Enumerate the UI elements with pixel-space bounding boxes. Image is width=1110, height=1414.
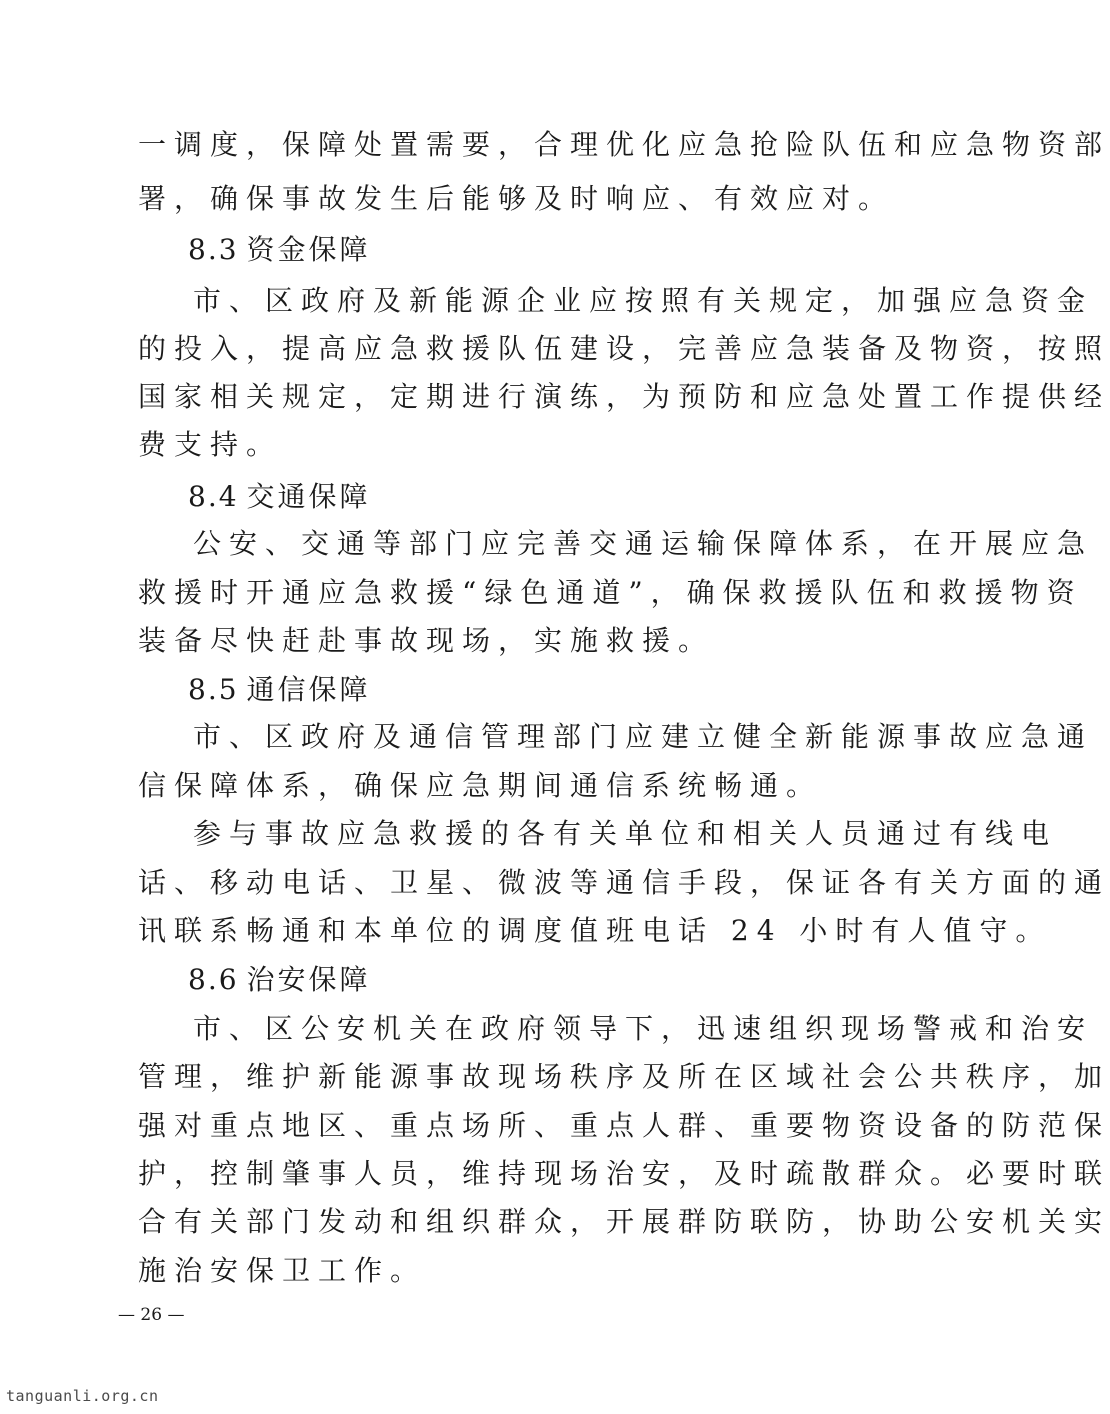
paragraph-line: 市、区公安机关在政府领导下，迅速组织现场警戒和治安 (193, 1012, 1094, 1045)
paragraph-line: 护，控制肇事人员，维持现场治安，及时疏散群众。必要时联 (138, 1157, 1110, 1190)
section-heading-8-5 (188, 672, 868, 708)
paragraph-line: 装备尽快赶赴事故现场，实施救援。 (138, 624, 715, 657)
section-number: 8.6 (188, 963, 239, 996)
paragraph-line: 市、区政府及通信管理部门应建立健全新能源事故应急通 (193, 720, 1094, 753)
paragraph-line: 费支持。 (138, 428, 283, 461)
paragraph-line: 一调度，保障处置需要，合理优化应急抢险队伍和应急物资部 (138, 128, 1110, 161)
paragraph-line: 管理，维护新能源事故现场秩序及所在区域社会公共秩序，加 (138, 1060, 1110, 1093)
section-heading-8-4 (188, 479, 868, 515)
paragraph-line: 救援时开通应急救援“绿色通道”，确保救援队伍和救援物资 (138, 576, 1083, 609)
paragraph-line: 强对重点地区、重点场所、重点人群、重要物资设备的防范保 (138, 1109, 1110, 1142)
paragraph-line: 国家相关规定，定期进行演练，为预防和应急处置工作提供经 (138, 380, 1110, 413)
page-number: — 26 — (118, 1305, 185, 1325)
section-title: 通信保障 (246, 673, 371, 706)
paragraph-line: 署，确保事故发生后能够及时响应、有效应对。 (138, 182, 895, 215)
section-title: 交通保障 (246, 480, 371, 513)
section-number: 8.5 (188, 673, 239, 706)
section-title: 资金保障 (246, 233, 371, 266)
paragraph-line: 的投入，提高应急救援队伍建设，完善应急装备及物资，按照 (138, 332, 1110, 365)
paragraph-line: 参与事故应急救援的各有关单位和相关人员通过有线电 (193, 817, 1058, 850)
paragraph-line: 信保障体系，确保应急期间通信系统畅通。 (138, 769, 823, 802)
watermark-text: tanguanli.org.cn (6, 1387, 159, 1405)
section-number: 8.3 (188, 233, 239, 266)
section-number: 8.4 (188, 480, 239, 513)
paragraph-line: 市、区政府及新能源企业应按照有关规定，加强应急资金 (193, 284, 1094, 317)
paragraph-line: 讯联系畅通和本单位的调度值班电话 24 小时有人值守。 (138, 914, 1052, 947)
paragraph-line: 合有关部门发动和组织群众，开展群防联防，协助公安机关实 (138, 1205, 1110, 1238)
paragraph-line: 话、移动电话、卫星、微波等通信手段，保证各有关方面的通 (138, 866, 1110, 899)
paragraph-line: 施治安保卫工作。 (138, 1254, 427, 1287)
section-heading-8-3 (188, 232, 868, 268)
paragraph-line: 公安、交通等部门应完善交通运输保障体系，在开展应急 (193, 527, 1094, 560)
section-title: 治安保障 (246, 963, 371, 996)
section-heading-8-6 (188, 962, 868, 998)
